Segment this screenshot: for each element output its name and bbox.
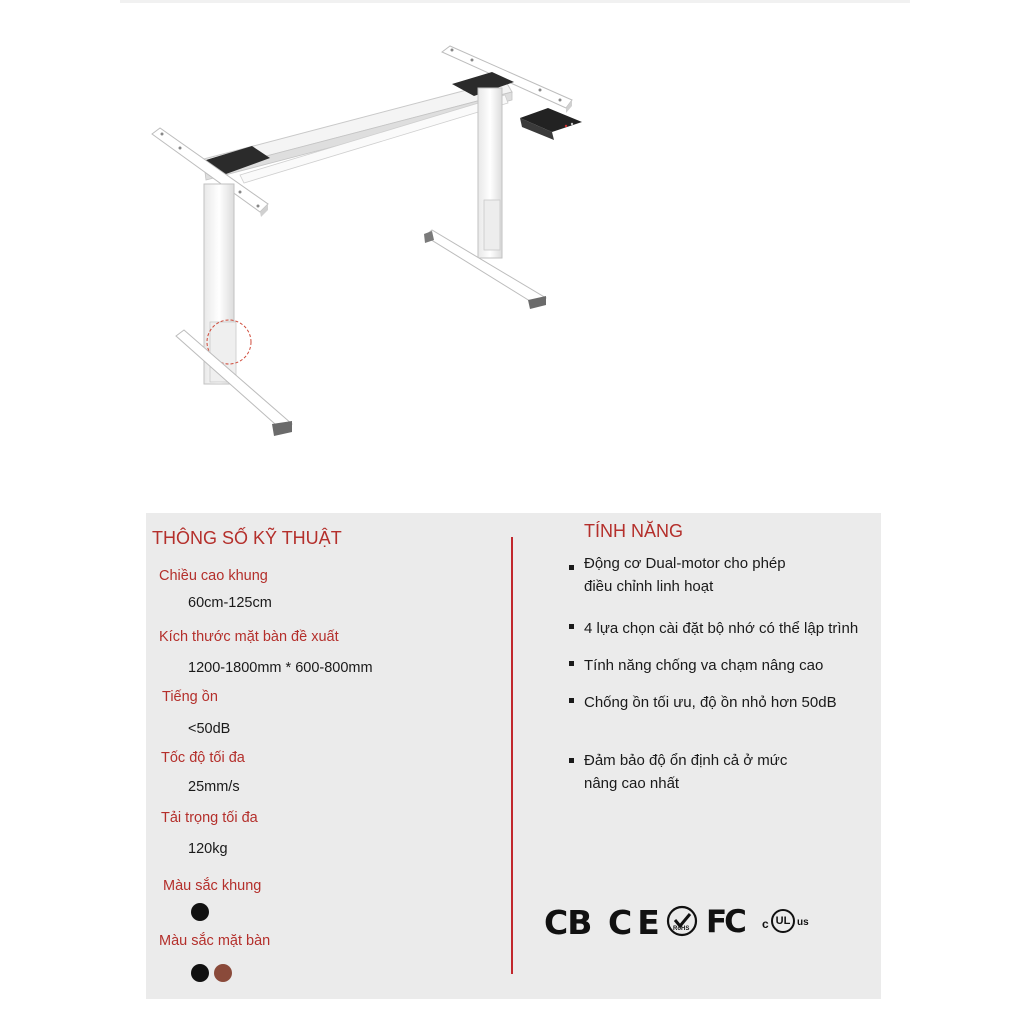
feature-item-memory: 4 lựa chọn cài đặt bộ nhớ có thể lập trình — [584, 620, 859, 637]
feature-item-stability: Đảm bảo độ ổn định cả ở mức nâng cao nhất — [584, 752, 788, 792]
feature-bullet — [569, 661, 574, 666]
feature-item-dual-motor: Động cơ Dual-motor cho phép điều chỉnh linh hoạt — [584, 555, 786, 595]
spec-label-max-load: Tải trọng tối đa — [161, 810, 258, 826]
rohs-text: RoHS — [673, 926, 690, 932]
spec-value-top-size: 1200-1800mm * 600-800mm — [188, 660, 373, 676]
feature-item-noise: Chống ồn tối ưu, độ ồn nhỏ hơn 50dB — [584, 694, 837, 711]
cb-logo: CB — [544, 903, 592, 942]
feature-item-collision: Tính năng chống va chạm nâng cao — [584, 657, 824, 674]
spec-value-frame-height: 60cm-125cm — [188, 595, 272, 611]
feature-bullet — [569, 698, 574, 703]
spec-panel — [146, 513, 881, 999]
frame-color-swatch-black — [191, 903, 209, 921]
spec-value-max-load: 120kg — [188, 841, 228, 857]
spec-value-max-speed: 25mm/s — [188, 779, 240, 795]
rohs-logo — [666, 905, 698, 942]
desk-frame-image — [140, 40, 600, 450]
spec-label-frame-height: Chiều cao khung — [159, 568, 268, 584]
spec-label-max-speed: Tốc độ tối đa — [161, 750, 245, 766]
feature-bullet — [569, 624, 574, 629]
top-color-swatch-walnut — [214, 964, 232, 982]
specs-heading: THÔNG SỐ KỸ THUẬT — [152, 528, 342, 548]
fcc-logo: FC — [706, 904, 744, 940]
column-divider — [511, 537, 513, 974]
top-color-swatch-black — [191, 964, 209, 982]
ce-logo: CE — [608, 903, 665, 942]
feature-bullet — [569, 758, 574, 763]
spec-label-noise: Tiếng ồn — [162, 689, 218, 705]
frame-color-label: Màu sắc khung — [163, 878, 262, 894]
spec-value-noise: <50dB — [188, 721, 231, 737]
features-heading: TÍNH NĂNG — [584, 521, 683, 541]
top-divider-line — [120, 0, 910, 3]
top-color-label: Màu sắc mặt bàn — [159, 933, 271, 949]
spec-label-top-size: Kích thước mặt bàn đề xuất — [159, 629, 339, 645]
feature-bullet — [569, 565, 574, 570]
ul-logo: c UL us — [762, 909, 817, 939]
